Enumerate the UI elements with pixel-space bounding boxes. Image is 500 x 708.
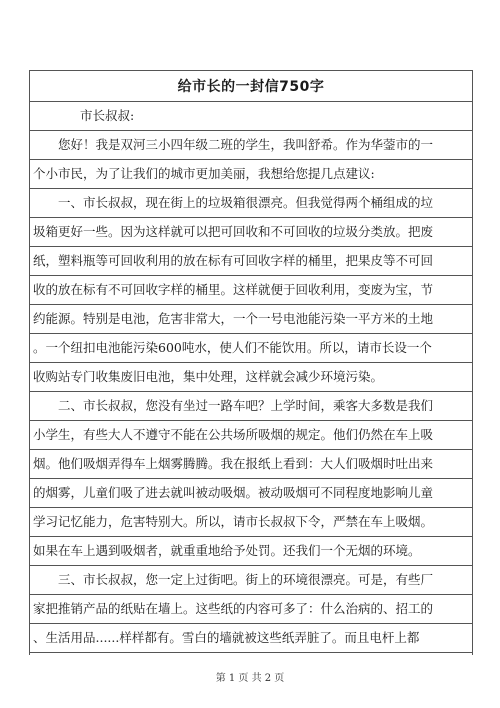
letter-line: 个小市民，为了让我们的城市更加美丽，我想给您提几点建议: <box>30 160 472 189</box>
letter-line: 您好！我是双河三小四年级二班的学生，我叫舒希。作为华蓥市的一 <box>30 131 472 160</box>
letter-line: 的烟雾，儿童们吸了进去就叫被动吸烟。被动吸烟可不同程度地影响儿童 <box>30 479 472 508</box>
letter-line: 圾箱更好一些。因为这样就可以把可回收和不可回收的垃圾分类放。把废 <box>30 218 472 247</box>
letter-line: 约能源。特别是电池，危害非常大，一个一号电池能污染一平方米的土地 <box>30 305 472 334</box>
document-title: 给市长的一封信750字 <box>177 79 325 95</box>
letter-line: 一、市长叔叔，现在街上的垃圾箱很漂亮。但我觉得两个桶组成的垃 <box>30 189 472 218</box>
letter-line: 二、市长叔叔，您没有坐过一路车吧？上学时间，乘客大多数是我们 <box>30 392 472 421</box>
ruled-letter-sheet <box>29 70 473 655</box>
letter-line: 收购站专门收集废旧电池，集中处理，这样就会减少环境污染。 <box>30 363 472 392</box>
letter-line: 收的放在标有不可回收字样的桶里。这样就便于回收利用，变废为宝，节 <box>30 276 472 305</box>
letter-line: 市长叔叔: <box>30 102 472 131</box>
title-row <box>30 71 472 102</box>
letter-line: 家把推销产品的纸贴在墙上。这些纸的内容可多了：什么治病的、招工的 <box>30 595 472 624</box>
letter-line: 三、市长叔叔，您一定上过街吧。街上的环境很漂亮。可是，有些厂 <box>30 566 472 595</box>
letter-line: 纸，塑料瓶等可回收利用的放在标有可回收字样的桶里，把果皮等不可回 <box>30 247 472 276</box>
letter-line: 学习记忆能力，危害特别大。所以，请市长叔叔下令，严禁在车上吸烟。 <box>30 508 472 537</box>
letter-line: 小学生，有些大人不遵守不能在公共场所吸烟的规定。他们仍然在车上吸 <box>30 421 472 450</box>
letter-line: 如果在车上遇到吸烟者，就重重地给予处罚。还我们一个无烟的环境。 <box>30 537 472 566</box>
letter-line: 烟。他们吸烟弄得车上烟雾腾腾。我在报纸上看到：大人们吸烟时吐出来 <box>30 450 472 479</box>
page-number-footer: 第 1 页 共 2 页 <box>215 673 285 684</box>
letter-line: 、生活用品......样样都有。雪白的墙就被这些纸弄脏了。而且电杆上都 <box>30 624 472 653</box>
letter-body <box>30 102 472 653</box>
letter-line: 。一个纽扣电池能污染600吨水，使人们不能饮用。所以，请市长设一个 <box>30 334 472 363</box>
